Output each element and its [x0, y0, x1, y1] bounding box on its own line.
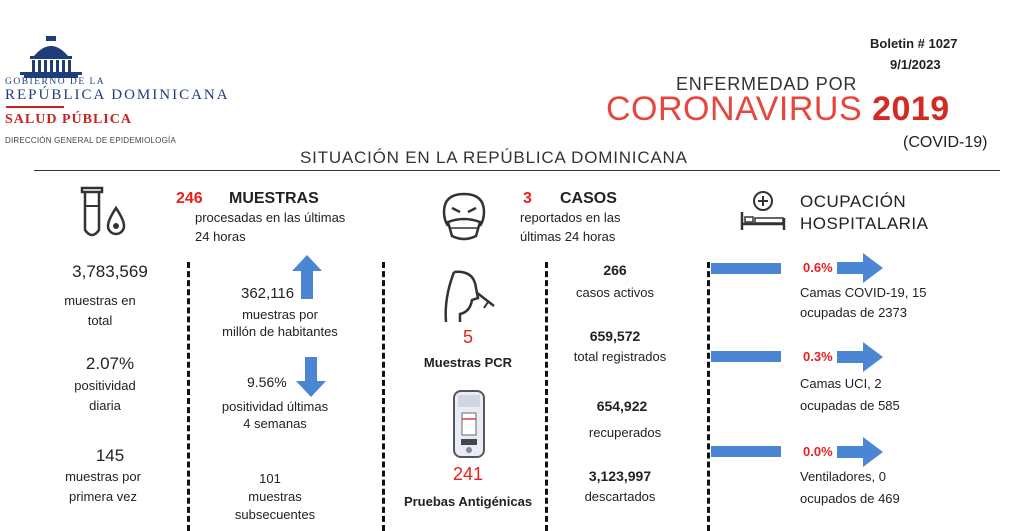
positividad-semanas-label-2: 4 semanas: [243, 416, 307, 431]
salud-publica: SALUD PÚBLICA: [5, 112, 132, 127]
ocupacion-bar-3: [711, 446, 781, 457]
subsecuentes-label-1: muestras: [248, 489, 302, 504]
arrow-up-icon: [292, 255, 322, 299]
hospital-bed-icon: [739, 190, 787, 232]
recuperados-value: 654,922: [596, 398, 648, 414]
gov-line2: REPÚBLICA DOMINICANA: [5, 87, 230, 103]
ventiladores-line-1: Ventiladores, 0: [800, 469, 887, 484]
antigen-test-icon: [452, 389, 486, 459]
camas-uci-line-1: Camas UCI, 2: [800, 376, 882, 391]
descartados-label: descartados: [584, 489, 656, 504]
positividad-diaria-label-1: positividad: [74, 378, 136, 393]
test-tube-blood-icon: [78, 186, 134, 242]
camas-covid-line-1: Camas COVID-19, 15: [800, 285, 927, 300]
divider-2: [382, 262, 385, 531]
positividad-semanas-value: 9.56%: [247, 374, 287, 390]
casos-desc-2: últimas 24 horas: [520, 229, 616, 244]
divider-1: [187, 262, 190, 531]
recuperados-label: recuperados: [588, 425, 662, 440]
ocupacion-bar-2: [711, 351, 781, 362]
ventiladores-line-2: ocupados de 469: [800, 491, 900, 506]
muestras-24h-count: 246: [176, 190, 203, 207]
primera-vez-value: 145: [95, 446, 125, 465]
casos-24h-count: 3: [523, 190, 532, 207]
situacion-title: SITUACIÓN EN LA REPÚBLICA DOMINICANA: [300, 148, 688, 167]
camas-covid-line-2: ocupadas de 2373: [800, 305, 907, 320]
antigen-label: Pruebas Antigénicas: [403, 494, 533, 509]
por-millon-value: 362,116: [241, 285, 295, 302]
por-millon-label-2: millón de habitantes: [222, 324, 338, 339]
coronavirus-title: [606, 90, 950, 129]
descartados-value: 3,123,997: [588, 468, 652, 484]
logo-divider: [6, 106, 64, 108]
subsecuentes-value: 101: [259, 471, 281, 486]
casos-title: CASOS: [560, 190, 617, 207]
casos-activos-label: casos activos: [575, 285, 655, 300]
primera-vez-label-2: primera vez: [69, 489, 137, 504]
antigen-value: 241: [452, 464, 484, 484]
gov-logo: [6, 34, 286, 154]
capitol-logo-icon: [20, 36, 82, 78]
primera-vez-label-1: muestras por: [65, 469, 141, 484]
por-millon-label-1: muestras por: [242, 307, 318, 322]
nasal-swab-icon: [438, 268, 498, 324]
muestras-total-value: 3,783,569: [72, 262, 148, 281]
camas-covid-pct: 0.6%: [803, 260, 833, 275]
positividad-diaria-value: 2.07%: [85, 354, 135, 373]
sick-face-icon: [436, 190, 492, 246]
header-rule: [34, 170, 1000, 171]
ocupacion-title-2: HOSPITALARIA: [800, 214, 929, 233]
coronavirus-year: 2019: [872, 90, 950, 128]
arrow-right-icon: [837, 253, 883, 283]
arrow-right-icon: [837, 342, 883, 372]
casos-activos-value: 266: [603, 262, 627, 278]
pcr-label: Muestras PCR: [423, 355, 513, 370]
muestras-desc-1: procesadas en las últimas: [195, 210, 346, 225]
covid-label: (COVID-19): [903, 134, 988, 151]
divider-4: [707, 262, 710, 531]
ocupacion-title-1: OCUPACIÓN: [800, 192, 907, 211]
muestras-title: MUESTRAS: [229, 190, 319, 207]
camas-uci-pct: 0.3%: [803, 349, 833, 364]
muestras-desc-2: 24 horas: [195, 229, 246, 244]
casos-desc-1: reportados en las: [520, 210, 621, 225]
positividad-semanas-label-1: positividad últimas: [221, 399, 329, 414]
ventiladores-pct: 0.0%: [803, 444, 833, 459]
camas-uci-line-2: ocupadas de 585: [800, 398, 900, 413]
boletin-date: 9/1/2023: [890, 57, 941, 72]
coronavirus-word: CORONAVIRUS: [606, 90, 863, 128]
divider-3: [545, 262, 548, 531]
subsecuentes-label-2: subsecuentes: [234, 507, 316, 522]
enfermedad-por: ENFERMEDAD POR: [676, 74, 858, 94]
gov-line1: GOBIERNO DE LA: [5, 77, 106, 87]
direccion-epidemiologia: DIRECCIÓN GENERAL DE EPIDEMIOLOGÍA: [5, 136, 176, 145]
boletin-number: Boletin # 1027: [870, 36, 958, 51]
total-registrados-value: 659,572: [589, 328, 641, 344]
muestras-total-label-1: muestras en: [64, 293, 136, 308]
ocupacion-bar-1: [711, 263, 781, 274]
total-registrados-label: total registrados: [573, 349, 667, 364]
arrow-right-icon: [837, 437, 883, 467]
arrow-down-icon: [296, 357, 326, 397]
pcr-value: 5: [462, 327, 473, 347]
muestras-total-label-2: total: [87, 313, 113, 328]
positividad-diaria-label-2: diaria: [89, 398, 121, 413]
